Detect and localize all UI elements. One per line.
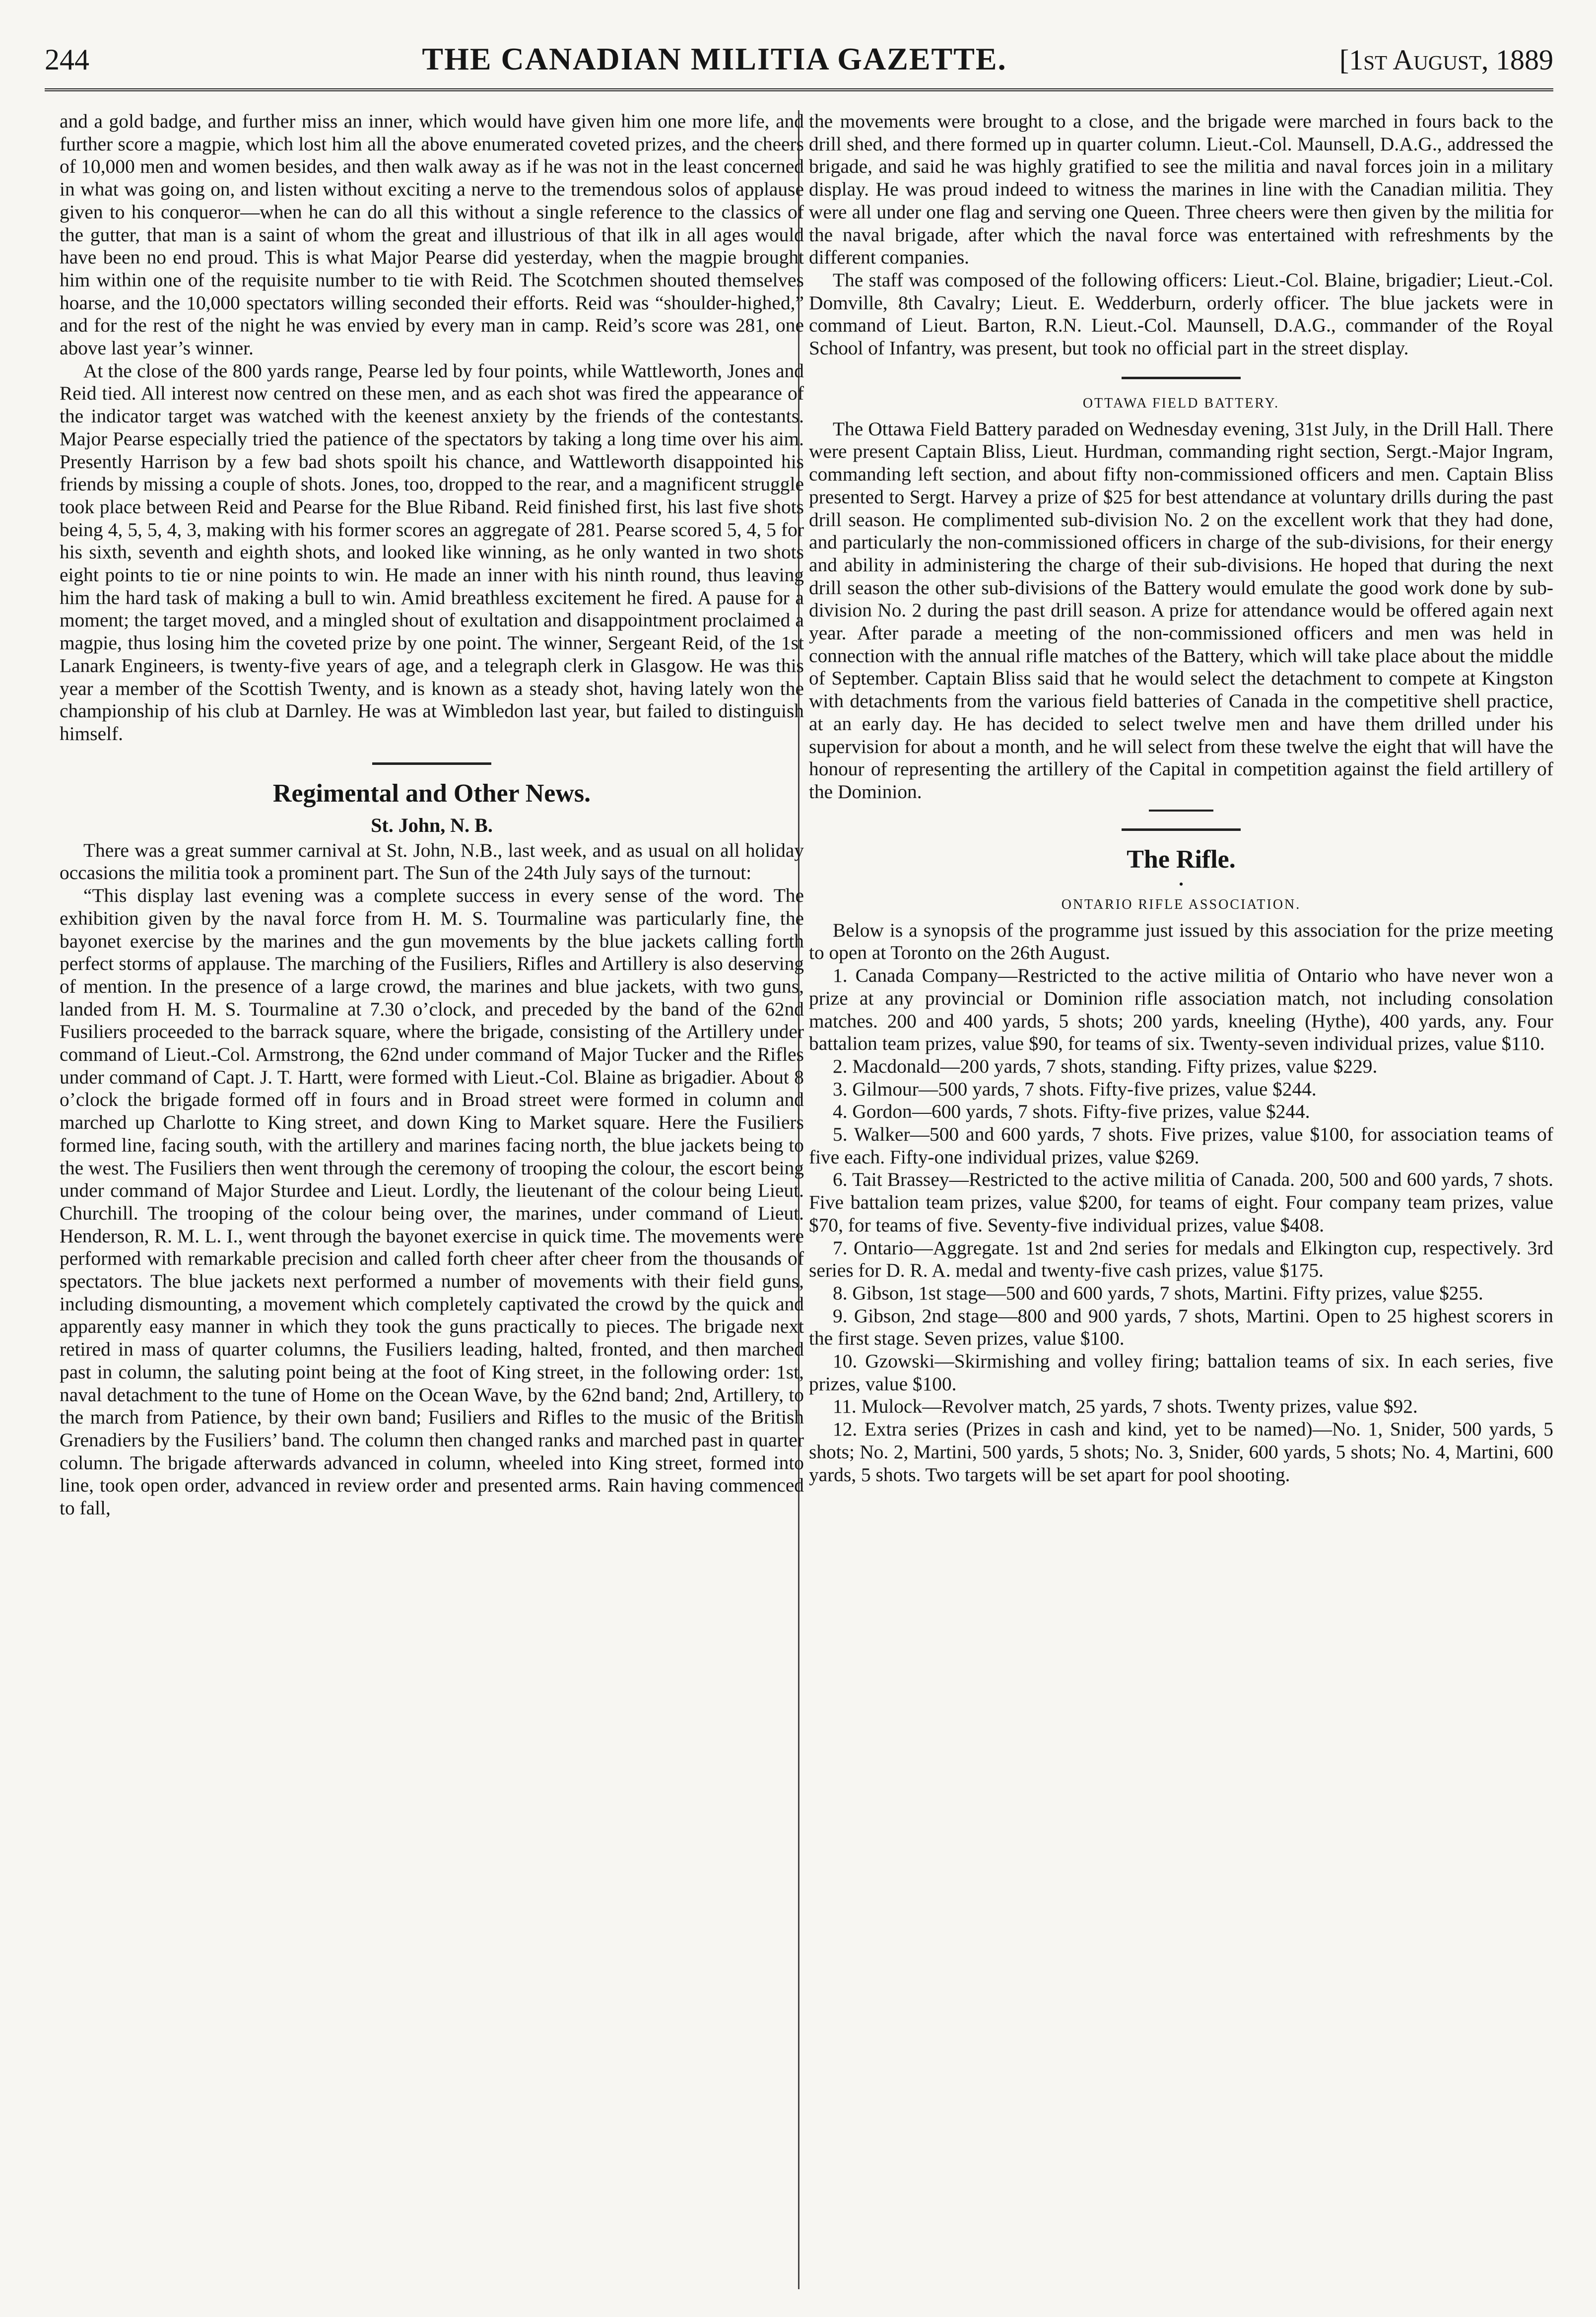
list-item: 12. Extra series (Prizes in cash and kind, yet to be named)—No. 1, Snider, 500 yards, 5 shots; No. 2, Martini, 500 yards, 5 shots; No. 3, Snider, 600 yards, 5 shots; No. 4, Martini, 600 yards, 5 shots. Two targets will be set apart for pool shooting.: [809, 1418, 1553, 1486]
list-item: 3. Gilmour—500 yards, 7 shots. Fifty-five prizes, value $244.: [833, 1078, 1317, 1100]
section-divider: [1122, 377, 1241, 379]
masthead-title: THE CANADIAN MILITIA GAZETTE.: [422, 41, 1007, 76]
section-title-regimental-news: Regimental and Other News.: [272, 779, 591, 808]
right-column: [809, 110, 1553, 1486]
section-title-the-rifle: The Rifle.: [1127, 845, 1236, 874]
list-item: 7. Ontario—Aggregate. 1st and 2nd series for medals and Elkington cup, respectively. 3rd series for D. R. A. medal and twenty-five cash prizes, value $175.: [809, 1236, 1553, 1282]
paragraph: and a gold badge, and further miss an inner, which would have given him one more life, and further score a magpie, which lost him all the above enumerated coveted prizes, and the cheers of 10,000 men and women besides, and then walk away as if he was not in the least concerned in what was going on, and listen without exciting a nerve to the tremendous solos of applause given to his conqueror—when he can do all this without a single reference to the classics of the gutter, that man is a saint of whom the great and illustrious of that ilk in all ages would have been no end proud. This is what Major Pearse did yesterday, when the magpie brought him within one of the requisite number to tie with Reid. The Scotchmen shouted themselves hoarse, and the 10,000 spectators willing seconded their efforts. Reid was “shoulder-highed,” and for the rest of the night he was envied by every man in camp. Reid’s score was 281, one above last year’s winner.: [60, 110, 804, 359]
paragraph: “This display last evening was a complete success in every sense of the word. The exhibition given by the naval force from H. M. S. Tourmaline was particularly fine, the bayonet exercise by the marines and the gun movements by the blue jackets calling forth perfect storms of applause. The marching of the Fusiliers, Rifles and Artillery is also deserving of mention. In the presence of a large crowd, the marines and blue jackets, with two guns, landed from H. M. S. Tourmaline at 7.30 o’clock, and preceded by the band of the 62nd Fusiliers proceeded to the barrack square, where the brigade, consisting of the Artillery under command of Lieut.-Col. Armstrong, the 62nd under command of Major Tucker and the Rifles under command of Capt. J. T. Hartt, were formed with Lieut.-Col. Blaine as brigadier. About 8 o’clock the brigade formed off in fours and in Broad street were formed in column and marched up Charlotte to King street, and down King to Market square. Here the Fusiliers formed line, facing south, with the artillery and marines facing north, the blue jackets being to the west. The Fusiliers then went through the ceremony of trooping the colour, the escort being under command of Major Sturdee and Lieut. Lordly, the lieutenant of the colour being Lieut. Churchill. The trooping of the colour being over, the marines, under command of Lieut. Henderson, R. M. L. I., went through the bayonet exercise in quick time. The movements were performed with remarkable precision and called forth cheer after cheer from the thousands of spectators. The blue jackets next performed a number of movements with their field guns, including dismounting, a movement which completely captivated the crowd by the quick and apparently easy manner in which they took the guns practically to pieces. The brigade next retired in mass of quarter columns, the Fusiliers leading, halted, fronted, and then marched past in column, the saluting point being at the foot of King street, in the following order: 1st, naval detachment to the tune of Home on the Ocean Wave, by the 62nd band; 2nd, Artillery, to the march from Patience, by their own band; Fusiliers and Rifles to the music of the British Grenadiers by the Fusiliers’ band. The column then changed ranks and marched past in quarter column. The brigade afterwards advanced in column, wheeled into King street, formed into line, took open order, advanced in review order and presented arms. Rain having commenced to fall,: [60, 885, 804, 1519]
paragraph: The Ottawa Field Battery paraded on Wednesday evening, 31st July, in the Drill Hall. There were present Captain Bliss, Lieut. Hurdman, commanding right section, Sergt.-Major Ingram, commanding left section, and about fifty non-commissioned officers and men. Captain Bliss presented to Sergt. Harvey a prize of $25 for best attendance at voluntary drills during the past drill season. He complimented sub-division No. 2 on the excellent work that they had done, and particularly the non-commissioned officers in charge of the sub-divisions, for their energy and ability in administering the charge of their sub-divisions. He hoped that during the next drill season the other sub-divisions of the Battery would emulate the good work done by sub-division No. 2 during the past drill season. A prize for attendance would be offered again next year. After parade a meeting of the non-commissioned officers and men was held in connection with the annual rifle matches of the Battery, which will take place about the middle of September. Captain Bliss said that he would select the detachment to compete at Kingston with detachments from the various field batteries of Canada in the competitive shell practice, at an early day. He has decided to select twelve men and have them drilled under his supervision for about a month, and he will select from these twelve the eight that will have the honour of representing the artillery of the Capital in competition against the field artillery of the Dominion.: [809, 417, 1553, 803]
left-column: [60, 110, 804, 1520]
bullet-ornament: •: [1179, 877, 1184, 891]
list-item: 5. Walker—500 and 600 yards, 7 shots. Five prizes, value $100, for association teams of five each. Fifty-one individual prizes, value $269.: [809, 1123, 1553, 1168]
list-item: 6. Tait Brassey—Restricted to the active militia of Canada. 200, 500 and 600 yards, 7 shots. Five battalion team prizes, value $200, for teams of eight. Four company team prizes, value $70, for teams of five. Seventy-five individual prizes, value $408.: [809, 1168, 1553, 1236]
section-divider: [1122, 828, 1241, 831]
paragraph: There was a great summer carnival at St. John, N.B., last week, and as usual on all holiday occasions the militia took a prominent part. The Sun of the 24th July says of the turnout:: [60, 839, 804, 884]
list-item: 9. Gibson, 2nd stage—800 and 900 yards, 7 shots, Martini. Open to 25 highest scorers in the first stage. Seven prizes, value $100.: [809, 1304, 1553, 1350]
heading-ontario-rifle-association: ONTARIO RIFLE ASSOCIATION.: [1061, 896, 1301, 912]
list-item: 11. Mulock—Revolver match, 25 yards, 7 shots. Twenty prizes, value $92.: [833, 1395, 1418, 1418]
list-item: 8. Gibson, 1st stage—500 and 600 yards, 7 shots, Martini. Fifty prizes, value $255.: [833, 1282, 1483, 1304]
list-item: 10. Gzowski—Skirmishing and volley firing; battalion teams of six. In each series, five prizes, value $100.: [809, 1350, 1553, 1395]
heading-ottawa-field-battery: OTTAWA FIELD BATTERY.: [1082, 395, 1280, 411]
section-divider: [372, 762, 491, 765]
page-header: [45, 41, 1553, 80]
section-divider: [1149, 810, 1213, 812]
list-item: 1. Canada Company—Restricted to the active militia of Ontario who have never won a prize at any provincial or Dominion rifle association match, not including consolation matches. 200 and 400 yards, 5 shots; 200 yards, kneeling (Hythe), 400 yards, any. Four battalion team prizes, value $90, for teams of six. Twenty-seven individual prizes, value $110.: [809, 964, 1553, 1055]
paragraph: the movements were brought to a close, and the brigade were marched in fours back to the drill shed, and there formed up in quarter column. Lieut.-Col. Maunsell, D.A.G., addressed the brigade, and said he was highly gratified to see the militia and naval forces join in a military display. He was proud indeed to witness the marines in line with the Canadian militia. They were all under one flag and serving one Queen. Three cheers were then given by the militia for the naval brigade, after which the naval force was entertained with refreshments by the different companies.: [809, 110, 1553, 269]
header-rule: [45, 88, 1553, 91]
list-item: 4. Gordon—600 yards, 7 shots. Fifty-five prizes, value $244.: [833, 1100, 1310, 1123]
issue-date: [1st August, 1889: [1339, 44, 1553, 76]
paragraph: The staff was composed of the following officers: Lieut.-Col. Blaine, brigadier; Lieut.-Col. Domville, 8th Cavalry; Lieut. E. Wedderburn, orderly officer. The blue jackets were in command of Lieut. Barton, R.N. Lieut.-Col. Maunsell, D.A.G., commander of the Royal School of Infantry, was present, but took no official part in the street display.: [809, 269, 1553, 359]
list-item: 2. Macdonald—200 yards, 7 shots, standing. Fifty prizes, value $229.: [833, 1055, 1378, 1077]
subsection-title-st-john: St. John, N. B.: [371, 814, 493, 836]
paragraph: Below is a synopsis of the programme just issued by this association for the prize meeting to open at Toronto on the 26th August.: [809, 919, 1553, 964]
page-number: 244: [45, 43, 89, 76]
paragraph: At the close of the 800 yards range, Pearse led by four points, while Wattleworth, Jones and Reid tied. All interest now centred on these men, and as each shot was fired the appearance of the indicator target was watched with the keenest anxiety by the friends of the contestants. Major Pearse especially tried the patience of the spectators by taking a long time over his aim. Presently Harrison by a few bad shots spoilt his chance, and Wattleworth disappointed his friends by missing a couple of shots. Jones, too, dropped to the rear, and a magnificent struggle took place between Reid and Pearse for the Blue Riband. Reid finished first, his last five shots being 4, 5, 5, 4, 3, making with his former scores an aggregate of 281. Pearse scored 5, 4, 5 for his sixth, seventh and eighth shots, and looked like winning, as he only wanted in two shots eight points to tie or nine points to win. He made an inner with his ninth round, thus leaving him the hard task of making a bull to win. Amid breathless excitement he fired. A pause for a moment; the target moved, and a mingled shout of exultation and disappointment proclaimed a magpie, thus losing him the coveted prize by one point. The winner, Sergeant Reid, of the 1st Lanark Engineers, is twenty-five years of age, and a telegraph clerk in Glasgow. He was this year a member of the Scottish Twenty, and is known as a steady shot, having lately won the championship of his club at Darnley. He was at Wimbledon last year, but failed to distinguish himself.: [60, 359, 804, 745]
